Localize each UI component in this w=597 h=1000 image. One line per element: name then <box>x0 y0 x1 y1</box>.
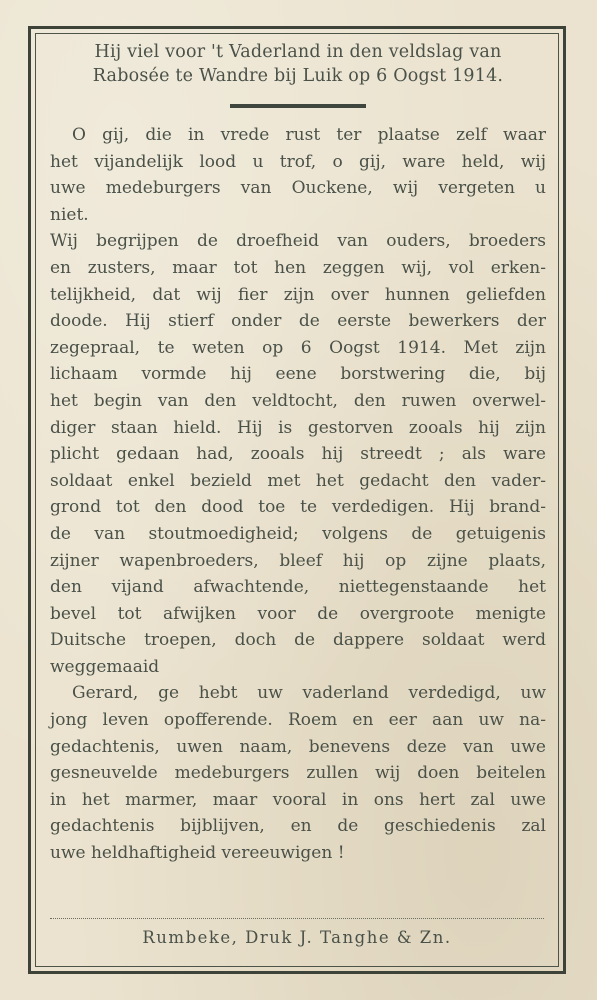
text-line: het begin van den veldtocht, den ruwen overwel- <box>50 390 546 411</box>
text-line: uwe medeburgers van Ouckene, wij vergeten u <box>50 178 546 199</box>
text-line: telijkheid, dat wij fier zijn over hunnen geliefden <box>50 284 546 305</box>
text-line: grond tot den dood toe te verdedigen. Hij brand- <box>50 497 546 518</box>
header-divider <box>230 104 366 108</box>
header-line-2: Rabosée te Wandre bij Luik op 6 Oogst 1914. <box>92 66 504 86</box>
footer-divider <box>50 918 544 919</box>
text-line: doode. Hij stierf onder de eerste bewerkers der <box>50 311 546 332</box>
text-line: plicht gedaan had, zooals hij streedt ; als ware <box>50 444 546 465</box>
text-line: soldaat enkel bezield met het gedacht den vader- <box>50 470 546 491</box>
text-line: bevel tot afwijken voor de overgroote menigte <box>50 603 546 624</box>
paragraph-3 <box>50 680 546 866</box>
text-line: en zusters, maar tot hen zeggen wij, vol erken- <box>50 257 546 278</box>
text-line: O gij, die in vrede rust ter plaatse zelf waar <box>72 125 546 145</box>
text-line: het vijandelijk lood u trof, o gij, ware held, wij <box>50 151 546 172</box>
text-line: diger staan hield. Hij is gestorven zooals hij zijn <box>50 417 546 438</box>
paragraph-1 <box>50 122 546 228</box>
text-line: de van stoutmoedigheid; volgens de getuigenis <box>50 523 546 544</box>
text-line: gesneuvelde medeburgers zullen wij doen beitelen <box>50 763 546 784</box>
printer-imprint: Rumbeke, Druk J. Tanghe & Zn. <box>142 928 452 947</box>
card-text <box>50 40 546 867</box>
header-line-1: Hij viel voor 't Vaderland in den veldslag van <box>94 42 502 62</box>
text-line: zegepraal, te weten op 6 Oogst 1914. Met zijn <box>50 337 546 358</box>
text-line: Wij begrijpen de droefheid van ouders, broeders <box>50 231 546 252</box>
text-line: lichaam vormde hij eene borstwering die, bij <box>50 364 546 385</box>
text-line: weggemaaid <box>50 656 160 677</box>
text-line: in het marmer, maar vooral in ons hert zal uwe <box>50 789 546 810</box>
text-line: gedachtenis, uwen naam, benevens deze van uwe <box>50 736 546 757</box>
text-line: jong leven opofferende. Roem en eer aan uw na- <box>50 710 546 731</box>
text-line: niet. <box>50 204 89 225</box>
text-line: Gerard, ge hebt uw vaderland verdedigd, uw <box>72 683 546 704</box>
text-line: gedachtenis bijblijven, en de geschiedenis zal <box>50 816 546 837</box>
text-line: den vijand afwachtende, niettegenstaande het <box>50 577 546 598</box>
header <box>50 40 546 88</box>
text-line: uwe heldhaftigheid vereeuwigen ! <box>50 843 345 864</box>
paragraph-2 <box>50 228 546 680</box>
text-line: Duitsche troepen, doch de dappere soldaat werd <box>50 630 546 651</box>
text-line: zijner wapenbroeders, bleef hij op zijne plaats, <box>50 550 546 571</box>
